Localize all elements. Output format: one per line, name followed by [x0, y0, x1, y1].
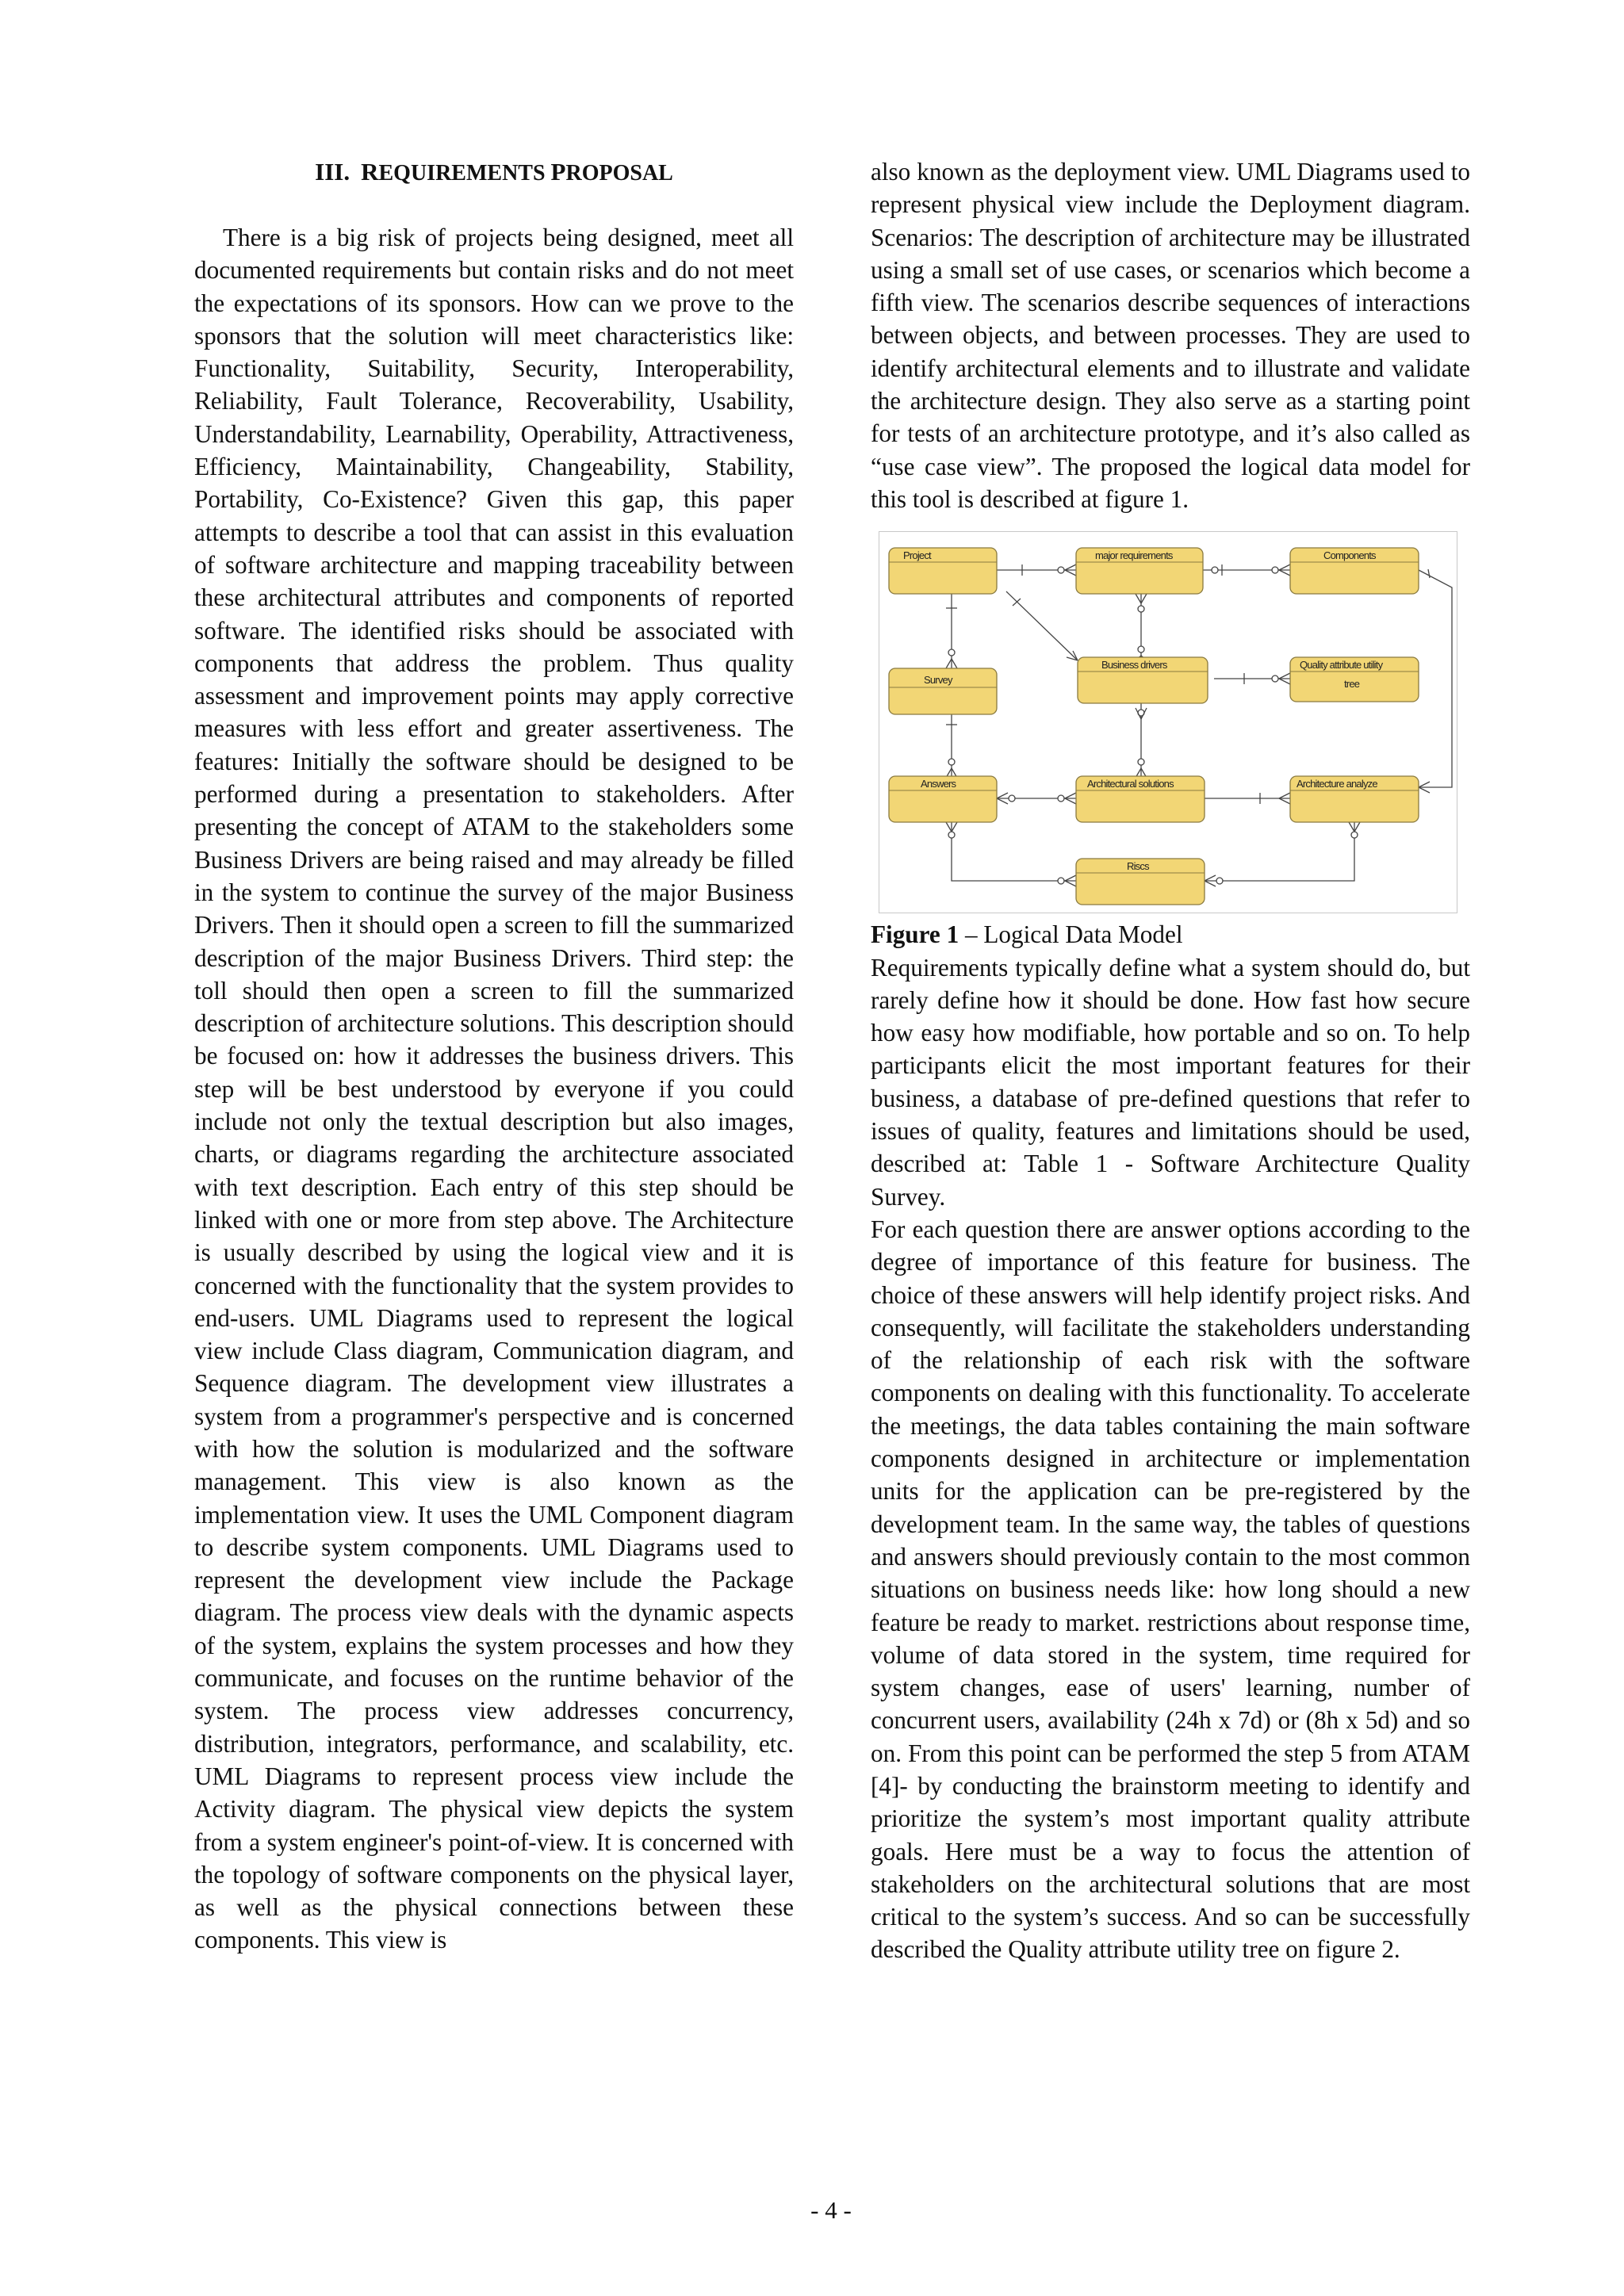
entity-architecture-analyze [1290, 776, 1419, 822]
entity-riscs [1076, 859, 1205, 905]
entity-survey [889, 668, 997, 714]
entity-riscs-label: Riscs [1127, 860, 1149, 873]
section-title-initial-2: P [550, 158, 566, 186]
entity-project-label: Project [903, 549, 931, 562]
entity-architectural-solutions-label: Architectural solutions [1087, 778, 1174, 790]
entity-quality-tree [1290, 657, 1419, 702]
entity-architectural-solutions [1076, 776, 1205, 822]
entity-answers-label: Answers [921, 778, 956, 790]
logical-data-model-figure [879, 531, 1457, 913]
rel-analyze-riscs [1205, 819, 1354, 881]
section-heading [194, 155, 794, 189]
section-title-rest-2: ROPOSAL [565, 161, 673, 186]
entity-business-drivers-label: Business drivers [1101, 659, 1167, 672]
entity-business-drivers [1078, 657, 1208, 703]
left-column [194, 155, 794, 1957]
right-paragraph-bottom: For each question there are answer options according to the degree of importance of this feature for business. The choice of these answers will help identify project risks. And consequently, will facilitate the stakeholders understanding of the relationship of each risk with the software components on dealing with this functionality. To accelerate the meetings, the data tables containing the main software components designed in architecture or implementation units for the application can be pre-registered by the development team. In the same way, the tables of questions and answers should previously contain to the most common situations on business needs like: how long should a new feature be ready to market. restrictions about response time, volume of data stored in the system, time required for system changes, ease of users' learning, number of concurrent users, availability (24h x 7d) or (8h x 5d) and so on. From this point can be performed the step 5 from ATAM [4]- by conducting the brainstorm meeting to identify and prioritize the system’s most important quality attribute goals. Here must be a way to focus the attention of stakeholders on the architectural solutions that are most critical to the system’s success. And so can be successfully described the Quality attribute utility tree on figure 2. [871, 1215, 1470, 1964]
entity-project [889, 548, 997, 594]
entity-components [1290, 548, 1419, 594]
figure-caption [871, 918, 1470, 951]
entity-architecture-analyze-label: Architecture analyze [1297, 778, 1377, 790]
figure-caption-text: – Logical Data Model [959, 920, 1183, 949]
right-column [871, 155, 1470, 1966]
section-title-rest-1: EQUIREMENTS [378, 161, 546, 186]
entity-quality-tree-label-1: Quality attribute utility [1300, 659, 1383, 672]
rel-components-analyze [1419, 570, 1452, 787]
logical-data-model-diagram [879, 532, 1458, 914]
entity-major-requirements [1076, 548, 1203, 594]
entity-survey-label: Survey [924, 674, 952, 687]
rel-answers-riscs [952, 819, 1076, 881]
entity-quality-tree-label-2: tree [1344, 678, 1360, 691]
right-paragraph-top: also known as the deployment view. UML Diagrams used to represent physical view include the Deployment diagram. Scenarios: The description of architecture may be illustrated using a small set of use cases, or scenarios which become a fifth view. The scenarios describe sequences of interactions between objects, and between processes. They are used to identify architectural elements and to illustrate and validate the architecture design. They also serve as a starting point for tests of an architecture prototype, and it’s also called as “use case view”. The proposed the logical data model for this tool is described at figure 1. [871, 158, 1470, 513]
page-number: - 4 - [810, 2196, 852, 2224]
right-paragraph-mid: Requirements typically define what a system should do, but rarely define how it should be done. How fast how secure how easy how modifiable, how portable and so on. To help participants elicit the most important features for their business, a database of pre-defined questions that refer to issues of quality, features and limitations should be used, described at: Table 1 - Software Architecture Quality Survey. [871, 953, 1470, 1211]
entity-major-requirements-label: major requirements [1095, 549, 1173, 562]
left-paragraph: There is a big risk of projects being designed, meet all documented requirements but contain risks and do not meet the expectations of its sponsors. How can we prove to the sponsors that the solution will meet characteristics like: Functionality, Suitability, Security, Interoperability, Reliability, Fault Tolerance, Recoverability, Usability, Understandability, Learnability, Operability, Attractiveness, Efficiency, Maintainability, Changeability, Stability, Portability, Co-Existence? Given this gap, this paper attempts to describe a tool that can assist in this evaluation of software architecture and mapping traceability between these architectural attributes and components of reported software. The identified risks should be associated with components that address the problem. Thus quality assessment and improvement points may apply corrective measures with less effort and greater assertiveness. The features: Initially the software should be designed to be performed during a presentation to stakeholders. After presenting the concept of ATAM to the stakeholders some Business Drivers are being raised and may already be filled in the system to continue the survey of the major Business Drivers. Then it should open a screen to fill the summarized description of the major Business Drivers. Third step: the toll should then open a screen to fill the summarized description of architecture solutions. This description should be focused on: how it addresses the business drivers. This step will be best understood by everyone if you could include not only the textual description but also images, charts, or diagrams regarding the architecture associated with text description. Each entry of this step should be linked with one or more from step above. The Architecture is usually described by using the logical view and it is concerned with the functionality that the system provides to end-users. UML Diagrams used to represent the logical view include Class diagram, Communication diagram, and Sequence diagram. The development view illustrates a system from a programmer's perspective and is concerned with how the solution is modularized and the software management. This view is also known as the implementation view. It uses the UML Component diagram to describe system components. UML Diagrams used to represent the development view include the Package diagram. The process view deals with the dynamic aspects of the system, explains the system processes and how they communicate, and focuses on the runtime behavior of the system. The process view addresses concurrency, distribution, integrators, performance, and scalability, etc. UML Diagrams to represent process view include the Activity diagram. The physical view depicts the system from a system engineer's point-of-view. It is concerned with the topology of software components on the physical layer, as well as the physical connections between these components. This view is [194, 224, 794, 1954]
section-title-initial-1: R [361, 158, 379, 186]
entity-boxes [889, 548, 1419, 905]
section-number: III. [315, 158, 350, 186]
entity-components-label: Components [1323, 549, 1376, 562]
figure-caption-label: Figure 1 [871, 920, 959, 949]
entity-answers [889, 776, 997, 822]
relationship-lines [946, 564, 1452, 886]
